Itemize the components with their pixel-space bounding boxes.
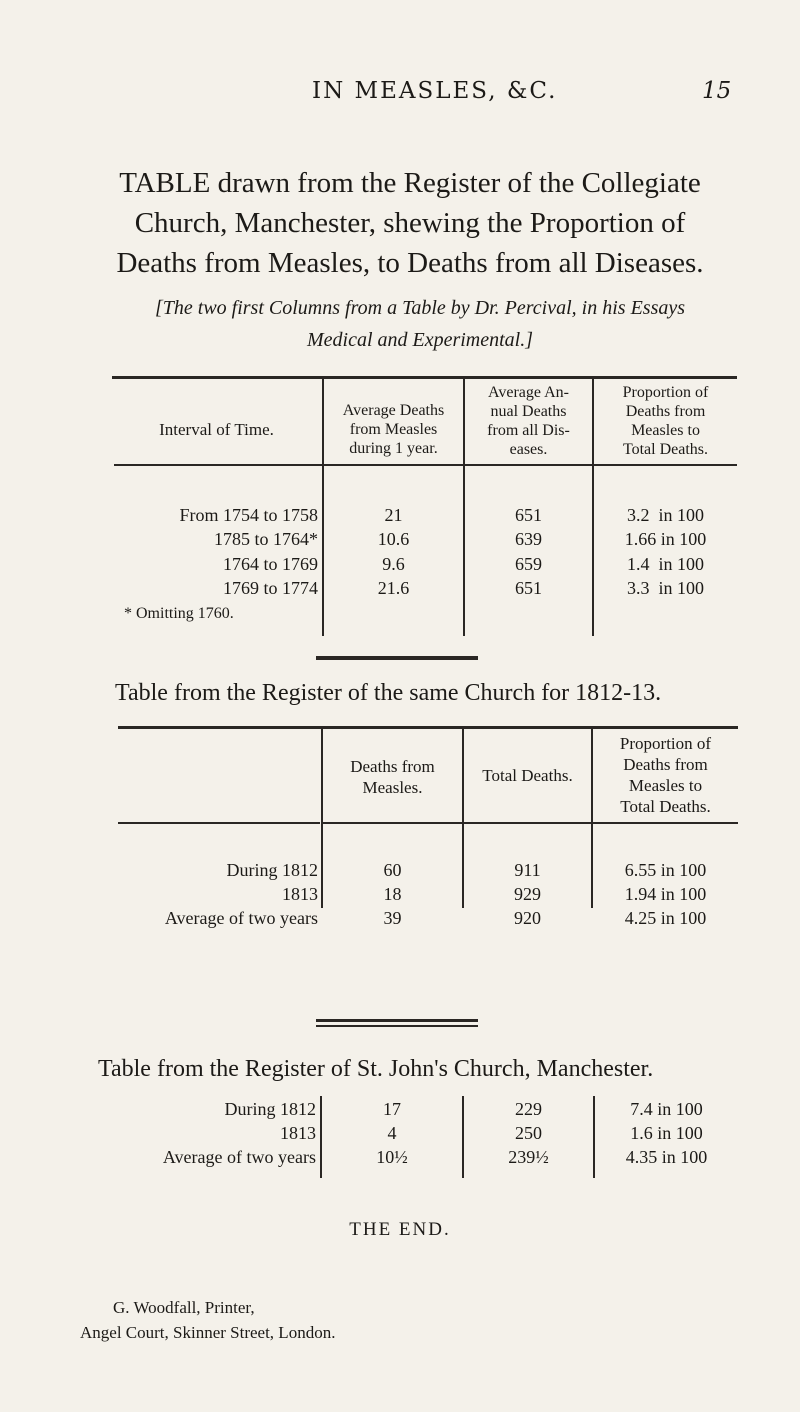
main-title-line: Deaths from Measles, to Deaths from all Diseases. xyxy=(116,247,704,279)
table-cell: 3.3 in 100 xyxy=(626,578,704,598)
table-cell: 3.2 in 100 xyxy=(626,505,704,525)
table-row-label: Average of two years xyxy=(162,1147,316,1167)
imprint-line: Angel Court, Skinner Street, London. xyxy=(80,1323,336,1342)
table-cell: 1.6 in 100 xyxy=(630,1123,703,1143)
running-head xyxy=(0,78,800,108)
table-cell: 1.4 in 100 xyxy=(626,554,704,574)
main-title-line: TABLE drawn from the Register of the Collegiate xyxy=(119,167,701,199)
table-cell: 659 xyxy=(515,554,542,574)
table-row-label: Average of two years xyxy=(164,908,318,928)
section-divider xyxy=(316,1025,478,1027)
table-cell: 18 xyxy=(383,884,402,904)
table-cell: 21 xyxy=(384,505,403,525)
table-row-label: 1764 to 1769 xyxy=(222,554,318,574)
table-cell: 639 xyxy=(515,529,542,549)
column-header: Total Deaths. xyxy=(482,766,573,785)
section-divider xyxy=(316,1019,478,1022)
table-cell: 7.4 in 100 xyxy=(630,1099,703,1119)
table-cell: 10½ xyxy=(376,1147,408,1167)
table-cell: 911 xyxy=(514,860,541,880)
column-header: Average Deaths from Measles during 1 year. xyxy=(342,402,445,457)
header-rule xyxy=(594,464,737,466)
header-rule xyxy=(114,464,322,466)
column-header: Interval of Time. xyxy=(159,420,274,439)
table-row-label: During 1812 xyxy=(224,1099,316,1119)
table-cell: 4.35 in 100 xyxy=(625,1147,708,1167)
table-row-label: 1813 xyxy=(282,884,318,904)
section-divider xyxy=(316,656,478,660)
header-rule xyxy=(593,822,738,824)
section-title: Table from the Register of St. John's Church, Manchester. xyxy=(98,1056,654,1082)
table-cell: 1.66 in 100 xyxy=(624,529,707,549)
column-divider xyxy=(321,728,323,908)
column-divider xyxy=(462,728,464,908)
the-end: THE END. xyxy=(349,1219,451,1240)
column-header: Proportion of Deaths from Measles to Total Deaths. xyxy=(619,734,712,816)
table-cell: 920 xyxy=(514,908,541,928)
table-top-rule xyxy=(118,726,738,729)
header-rule xyxy=(118,822,320,824)
running-head-title: IN MEASLES, &C. xyxy=(312,78,558,104)
page-number: 15 xyxy=(702,78,732,104)
table-top-rule xyxy=(112,376,737,379)
source-note-line: Medical and Experimental.] xyxy=(306,329,534,351)
table-row-label: 1769 to 1774 xyxy=(222,578,318,598)
table-cell: 21.6 xyxy=(377,578,410,598)
section-title: Table from the Register of the same Church for 1812-13. xyxy=(115,680,662,706)
table-row-label: From 1754 to 1758 xyxy=(179,505,318,525)
table-cell: 60 xyxy=(383,860,402,880)
column-header: Deaths from Measles. xyxy=(350,757,435,797)
table-cell: 4 xyxy=(387,1123,397,1143)
table-cell: 9.6 xyxy=(382,554,405,574)
table-row-label: 1813 xyxy=(280,1123,316,1143)
table-cell: 39 xyxy=(383,908,402,928)
main-title-line: Church, Manchester, shewing the Proportion of xyxy=(134,207,686,239)
table-cell: 250 xyxy=(515,1123,542,1143)
table-cell: 929 xyxy=(514,884,541,904)
source-note-line: [The two first Columns from a Table by Dr. Percival, in his Essays xyxy=(154,297,686,319)
table-cell: 229 xyxy=(515,1099,542,1119)
main-title xyxy=(80,163,740,283)
header-rule xyxy=(464,822,591,824)
column-header: Proportion of Deaths from Measles to Total Deaths. xyxy=(622,384,709,458)
table-cell: 239½ xyxy=(508,1147,549,1167)
source-note xyxy=(90,292,750,356)
table-cell: 1.94 in 100 xyxy=(624,884,707,904)
table-row-label: 1785 to 1764* xyxy=(213,529,318,549)
table-cell: 651 xyxy=(515,578,542,598)
imprint-line: G. Woodfall, Printer, xyxy=(113,1298,255,1317)
header-rule xyxy=(324,464,463,466)
header-rule xyxy=(465,464,592,466)
table-row-label: During 1812 xyxy=(226,860,318,880)
table-cell: 4.25 in 100 xyxy=(624,908,707,928)
table-cell: 651 xyxy=(515,505,542,525)
table-cell: 10.6 xyxy=(377,529,410,549)
column-header: Average An- nual Deaths from all Dis- eases. xyxy=(487,384,570,458)
table-cell: 6.55 in 100 xyxy=(624,860,707,880)
footnote: * Omitting 1760. xyxy=(124,605,234,622)
table-cell: 17 xyxy=(383,1099,401,1119)
header-rule xyxy=(323,822,462,824)
